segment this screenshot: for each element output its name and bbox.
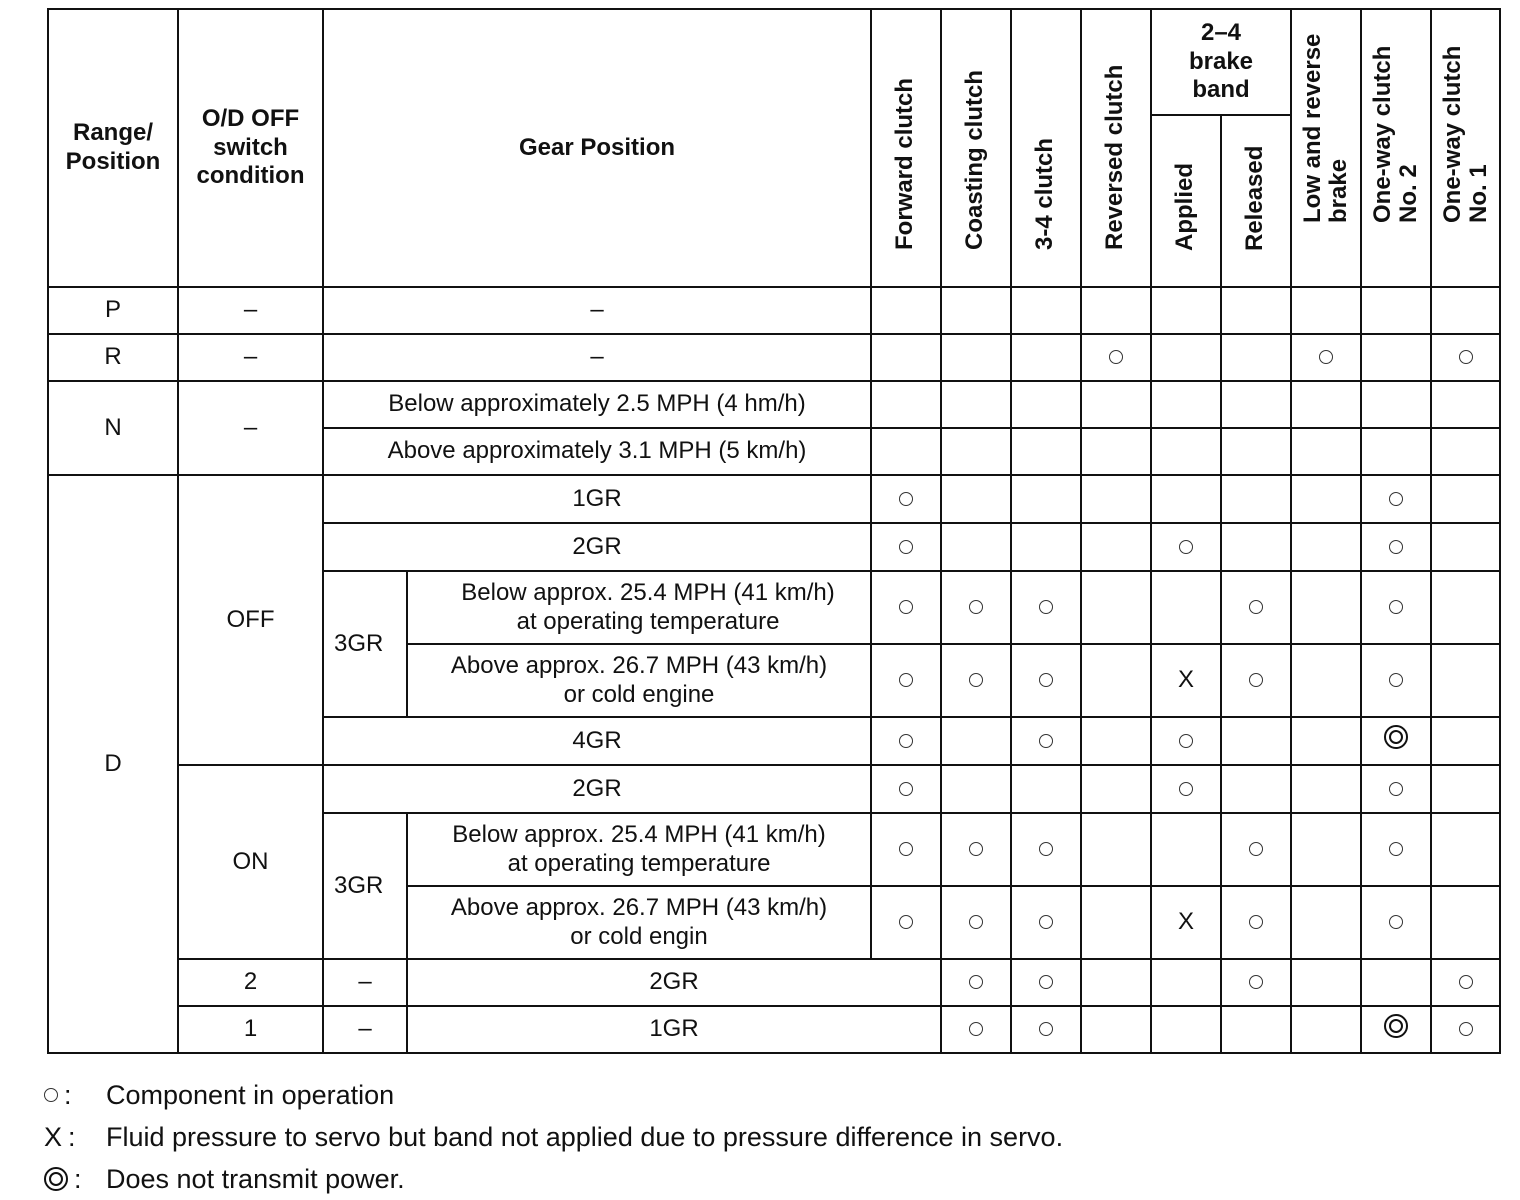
operation-circle-icon: [1249, 600, 1263, 614]
legend-item-double-circle: : Does not transmit power.: [44, 1158, 1063, 1200]
table-row: R – –: [48, 334, 1500, 381]
od-off-state: OFF: [178, 475, 323, 765]
range-1: 1: [178, 1006, 323, 1053]
operation-circle-icon: [1459, 1022, 1473, 1036]
operation-circle-icon: [1179, 734, 1193, 748]
table-row: D OFF 1GR: [48, 475, 1500, 523]
double-circle-icon: [44, 1167, 68, 1191]
operation-circle-icon: [1389, 782, 1403, 796]
operation-circle-icon: [1389, 673, 1403, 687]
operation-circle-icon: [969, 1022, 983, 1036]
operation-circle-icon: [1249, 975, 1263, 989]
table-row: ON 2GR: [48, 765, 1500, 813]
table-row: 1 – 1GR: [48, 1006, 1500, 1053]
operation-circle-icon: [1389, 492, 1403, 506]
operation-circle-icon: [1039, 975, 1053, 989]
operation-circle-icon: [1179, 540, 1193, 554]
operation-circle-icon: [1319, 350, 1333, 364]
operation-circle-icon: [1039, 1022, 1053, 1036]
header-released: Released: [1221, 115, 1291, 287]
double-circle-icon: [1384, 1014, 1408, 1038]
operation-circle-icon: [969, 600, 983, 614]
header-reversed-clutch: Reversed clutch: [1081, 9, 1151, 287]
header-one-way-clutch-2: One-way clutch No. 2: [1361, 9, 1431, 287]
operation-circle-icon: [969, 673, 983, 687]
operation-circle-icon: [899, 915, 913, 929]
operation-circle-icon: [899, 673, 913, 687]
operation-circle-icon: [1179, 782, 1193, 796]
header-3-4-clutch: 3-4 clutch: [1011, 9, 1081, 287]
operation-circle-icon: [899, 540, 913, 554]
operation-circle-icon: [1389, 540, 1403, 554]
operation-circle-icon: [1109, 350, 1123, 364]
operation-circle-icon: [969, 975, 983, 989]
table-row: 2GR: [48, 523, 1500, 571]
header-applied: Applied: [1151, 115, 1221, 287]
operation-circle-icon: [969, 842, 983, 856]
operation-circle-icon: [899, 734, 913, 748]
operation-circle-icon: [1389, 842, 1403, 856]
operation-circle-icon: [1389, 915, 1403, 929]
x-mark: X: [44, 1122, 63, 1152]
operation-circle-icon: [1039, 600, 1053, 614]
table-row: P – –: [48, 287, 1500, 334]
clutch-operation-table: [47, 8, 1501, 1054]
header-gear-position: Gear Position: [323, 9, 871, 287]
x-mark: X: [1151, 644, 1221, 717]
x-mark: X: [1151, 886, 1221, 959]
range-n: N: [48, 381, 178, 475]
table-row: Above approximately 3.1 MPH (5 km/h): [48, 428, 1500, 475]
operation-circle-icon: [1459, 350, 1473, 364]
table-row: 4GR: [48, 717, 1500, 765]
operation-circle-icon: [1039, 915, 1053, 929]
legend-item-x: X : Fluid pressure to servo but band not applied due to pressure difference in servo.: [44, 1116, 1063, 1158]
range-r: R: [48, 334, 178, 381]
table-row: 2 – 2GR: [48, 959, 1500, 1006]
operation-circle-icon: [899, 492, 913, 506]
operation-circle-icon: [1389, 600, 1403, 614]
operation-circle-icon: [1249, 915, 1263, 929]
operation-circle-icon: [1249, 673, 1263, 687]
table-row: 3GR Below approx. 25.4 MPH (41 km/h) at operating temperature: [48, 813, 1500, 886]
operation-circle-icon: [1459, 975, 1473, 989]
double-circle-icon: [1384, 725, 1408, 749]
header-low-reverse-brake: Low and reverse brake: [1291, 9, 1361, 287]
operation-circle-icon: [969, 915, 983, 929]
range-p: P: [48, 287, 178, 334]
header-od-off-switch: O/D OFF switch condition: [178, 9, 323, 287]
range-d: D: [48, 475, 178, 1053]
table-row: Above approx. 26.7 MPH (43 km/h) or cold engine X: [48, 644, 1500, 717]
table-row: Above approx. 26.7 MPH (43 km/h) or cold engin X: [48, 886, 1500, 959]
header-forward-clutch: Forward clutch: [871, 9, 941, 287]
header-brake-band: 2–4 brake band: [1151, 9, 1291, 115]
operation-circle-icon: [1039, 842, 1053, 856]
header-range-position: Range/ Position: [48, 9, 178, 287]
table-row: N – Below approximately 2.5 MPH (4 hm/h): [48, 381, 1500, 428]
operation-circle-icon: [1039, 673, 1053, 687]
table-row: 3GR Below approx. 25.4 MPH (41 km/h) at operating temperature: [48, 571, 1500, 644]
od-on-state: ON: [178, 765, 323, 959]
operation-circle-icon: [1249, 842, 1263, 856]
operation-circle-icon: [1039, 734, 1053, 748]
header-coasting-clutch: Coasting clutch: [941, 9, 1011, 287]
operation-circle-icon: [899, 782, 913, 796]
range-2: 2: [178, 959, 323, 1006]
operation-circle-icon: [899, 600, 913, 614]
legend-item-circle: : Component in operation: [44, 1074, 1063, 1116]
header-one-way-clutch-1: One-way clutch No. 1: [1431, 9, 1500, 287]
operation-circle-icon: [44, 1088, 58, 1102]
legend: [44, 1074, 1063, 1200]
operation-circle-icon: [899, 842, 913, 856]
